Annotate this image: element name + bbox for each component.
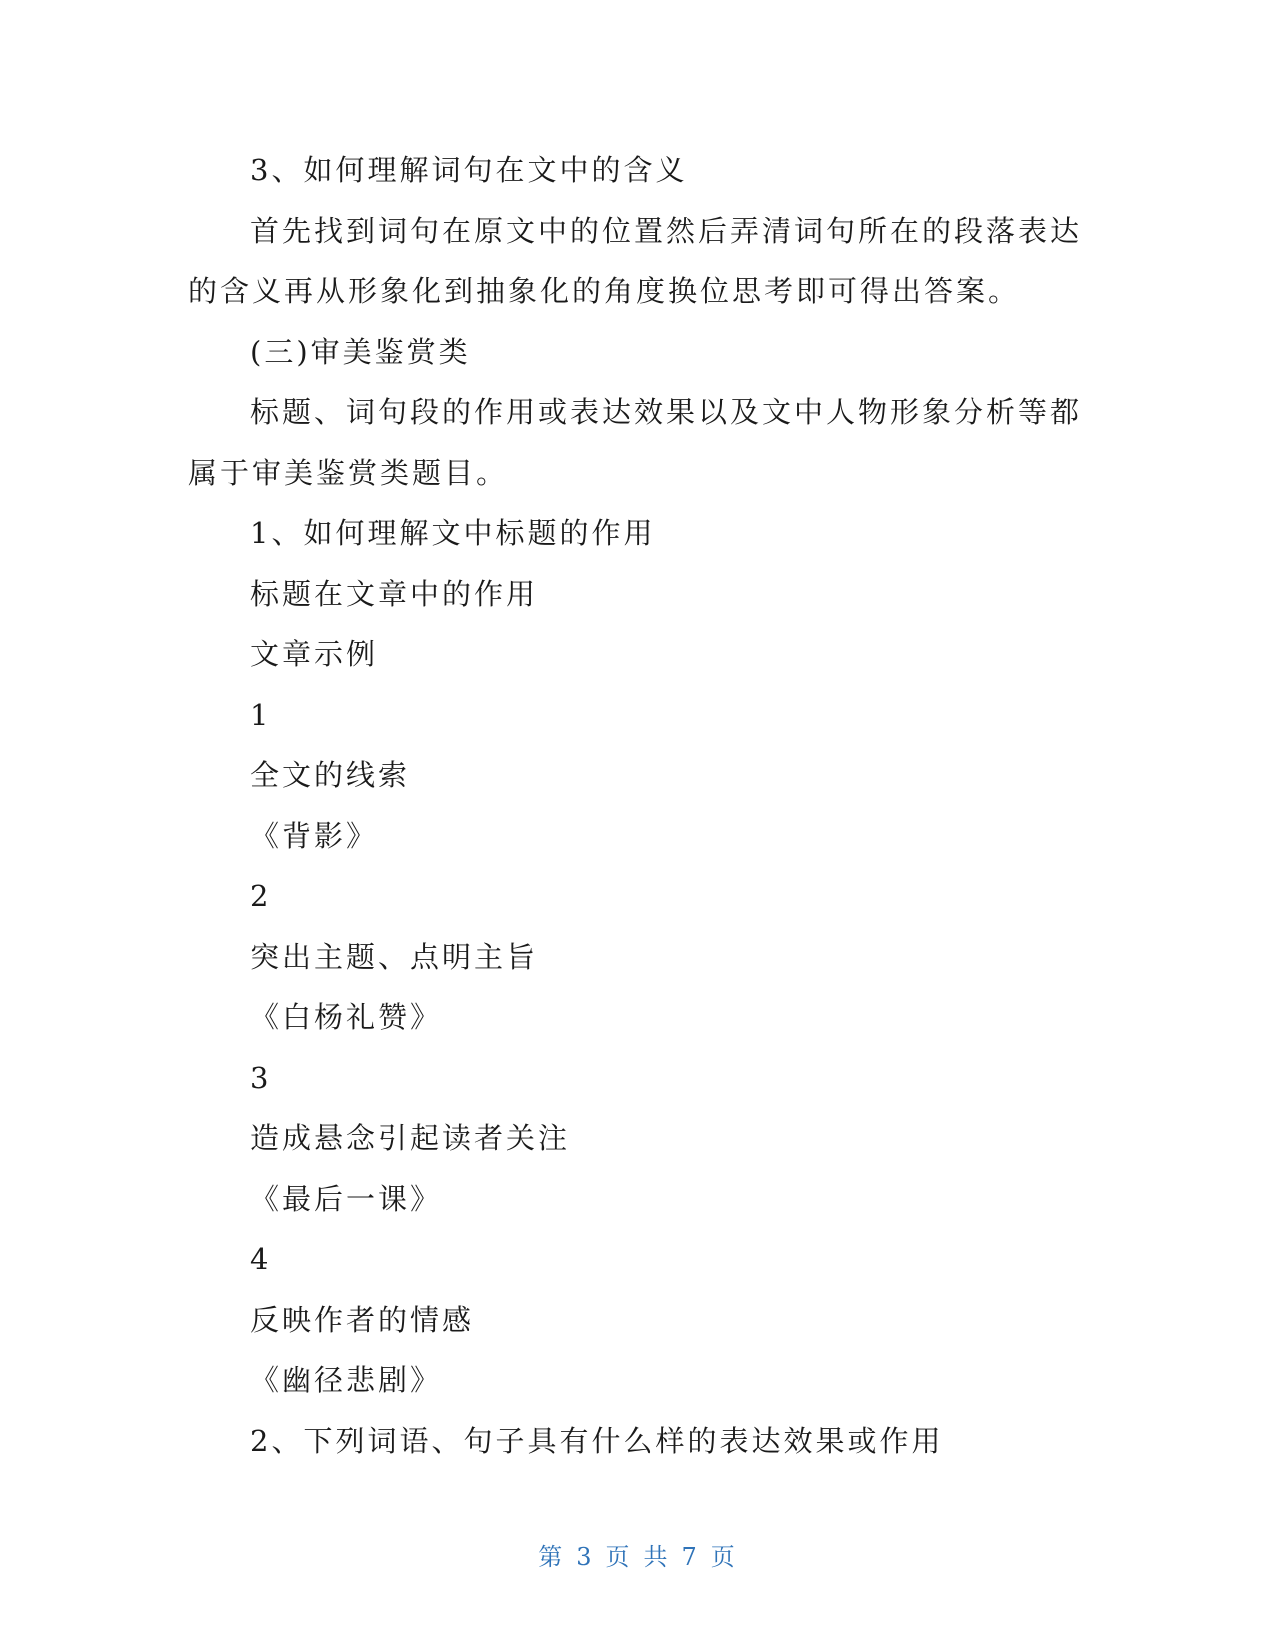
footer-total-label: 共 [643, 1543, 670, 1571]
table-cell-number: 1 [250, 697, 272, 732]
footer-prefix: 第 [538, 1543, 565, 1571]
paragraph-line: 的含义再从形象化到抽象化的角度换位思考即可得出答案。 [188, 274, 1021, 308]
section-heading-aesthetic: (三)审美鉴赏类 [250, 334, 471, 369]
table-cell-function: 突出主题、点明主旨 [250, 939, 539, 974]
table-cell-number: 2 [250, 879, 272, 913]
table-header-cell: 标题在文章中的作用 [250, 576, 539, 611]
paragraph-line: 属于审美鉴赏类题目。 [188, 455, 509, 490]
table-cell-function: 造成悬念引起读者关注 [250, 1121, 571, 1155]
table-cell-number: 3 [250, 1060, 272, 1095]
footer-page-label: 页 [605, 1543, 632, 1571]
total-pages-number: 7 [681, 1543, 699, 1571]
paragraph-line: 标题、词句段的作用或表达效果以及文中人物形象分析等都 [250, 395, 1083, 429]
paragraph-line: 首先找到词句在原文中的位置然后弄清词句所在的段落表达 [250, 213, 1083, 248]
heading-title-function: 1、如何理解文中标题的作用 [250, 516, 656, 550]
table-header-cell: 文章示例 [250, 637, 379, 671]
table-cell-function: 全文的线索 [250, 758, 411, 792]
heading-word-meaning: 3、如何理解词句在文中的含义 [250, 153, 688, 187]
current-page-number: 3 [576, 1543, 594, 1571]
table-cell-example: 《背影》 [250, 818, 379, 853]
document-body [188, 140, 1083, 1471]
table-cell-function: 反映作者的情感 [250, 1302, 475, 1337]
table-cell-example: 《最后一课》 [250, 1181, 443, 1216]
page-number-footer [0, 1537, 1275, 1572]
heading-expression-effect: 2、下列词语、句子具有什么样的表达效果或作用 [250, 1423, 944, 1458]
footer-suffix: 页 [710, 1543, 737, 1571]
table-cell-example: 《白杨礼赞》 [250, 1000, 443, 1034]
table-cell-example: 《幽径悲剧》 [250, 1363, 443, 1397]
table-cell-number: 4 [250, 1242, 272, 1276]
